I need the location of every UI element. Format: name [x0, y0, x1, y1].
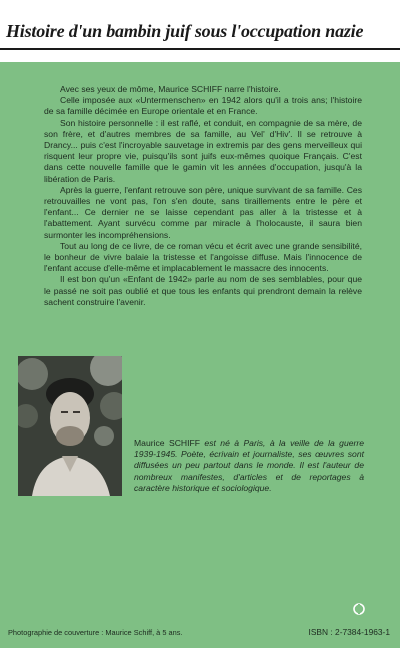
title-rule [0, 48, 400, 50]
isbn: ISBN : 2-7384-1963-1 [308, 627, 390, 637]
author-photo [18, 356, 122, 496]
title-band [0, 0, 400, 62]
photo-credit: Photographie de couverture : Maurice Schiff, à 5 ans. [8, 628, 183, 637]
author-name: Maurice SCHIFF [134, 438, 201, 448]
blurb-paragraph: Avec ses yeux de môme, Maurice SCHIFF narre l'histoire. [60, 84, 281, 94]
book-title: Histoire d'un bambin juif sous l'occupation nazie [6, 21, 364, 41]
blurb-paragraph: Tout au long de ce livre, de ce roman vécu et écrit avec une grande sensibilité, le bonheur de vivre balaie la tristesse et l'angoisse diffuse. Mais l'innocence de l'enfant accuse d'elle-même et implacablement le massacre des innocents. [44, 240, 362, 274]
author-portrait-image [18, 356, 122, 496]
author-bio-text: est né à Paris, à la veille de la guerre 1939-1945. Poète, écrivain et journaliste, ses œuvres sont diffusées un peu partout dans le monde. Il est l'auteur de nombreux manifestes, d'articles et de reportages à caractère historique et sociologique. [134, 438, 365, 493]
blurb [44, 84, 362, 308]
publisher-mark-icon [352, 602, 366, 616]
blurb-paragraph: Il est bon qu'un «Enfant de 1942» parle au nom de ses semblables, pour que le passé ne soit pas oublié et que tous les enfants qui prendront demain la relève sachent construire l'avenir. [44, 274, 362, 307]
author-bio [134, 438, 364, 494]
blurb-paragraph: Celle imposée aux «Untermenschen» en 1942 alors qu'il a trois ans; l'histoire de sa famille décimée en Europe orientale et en France. [44, 95, 362, 117]
blurb-paragraph: Son histoire personnelle : il est raflé, et conduit, en compagnie de sa mère, de son frère, et d'autres membres de sa famille, au Vel' d'Hiv'. Il se retrouve à Drancy... puis c'est l'incroyable sauvetage in extremis par des gens merveilleux qui risquent leur propre vie, puisqu'ils sont juifs eux-mêmes quoique Français. C'est dans cette nouvelle famille que le gamin vit les années d'occupation, jusqu'à la libération de Paris. [44, 117, 362, 184]
blurb-paragraph: Après la guerre, l'enfant retrouve son père, unique survivant de sa famille. Ces retrouvailles ne vont pas, l'on s'en doute, sans tiraillements entre le père et l'enfant... Ce dernier ne se laisse cependant pas aller à la tristesse et à l'abattement. Ayant survécu comme par miracle à l'holocauste, il saura bien surmonter les incompréhensions. [44, 184, 362, 240]
